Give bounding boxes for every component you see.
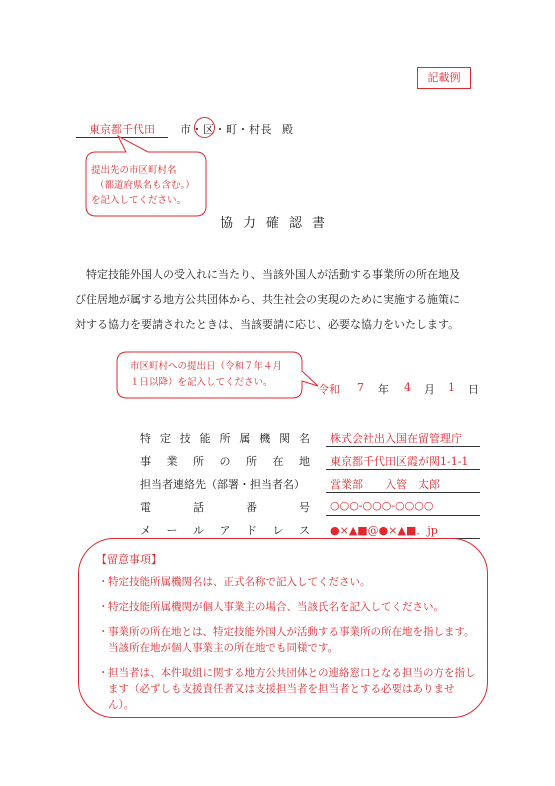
field-contact-person: [140, 476, 480, 498]
list-item: ・ 担当者は、本件取組に関する地方公共団体との連絡窓口となる担当の方を指します（必ずしも支援責任者又は支援担当者を担当者とする必要はありません）。: [98, 667, 476, 711]
date-era: 令和: [318, 383, 340, 396]
date-day: 1: [448, 381, 455, 394]
addressee-honorific: 殿: [282, 123, 293, 136]
field-value: 株式会社出入国在留管理庁: [326, 430, 480, 447]
remarks-title: 【留意事項】: [96, 553, 162, 566]
date-year: 7: [357, 381, 364, 394]
field-value: ●×▲■@●×▲■．jp: [326, 522, 480, 539]
date-month-unit: 月: [424, 383, 435, 396]
example-badge: 記載例: [417, 67, 471, 89]
remarks-list: [98, 574, 478, 722]
document-body: 特定技能外国人の受入れに当たり、当該外国人が活動する事業所の所在地及 び住居地が属する地方公共団体から、共生社会の実現のために実施する施策に 対する協力を要請されたときは、当該要請に応じ、必要な協力をいたします。: [75, 268, 460, 331]
field-value: ○○○-○○○-○○○○: [326, 499, 480, 516]
document-title: 協力確認書: [219, 216, 335, 231]
date-day-unit: 日: [468, 383, 479, 396]
field-label: メ ー ル ア ド レ ス: [140, 524, 310, 537]
field-organization: [140, 430, 480, 452]
list-item: ・ 特定技能所属機関名は、正式名称で記入してください。: [98, 576, 371, 588]
field-office-address: [140, 453, 480, 475]
field-label: 特 定 技 能 所 属 機 関 名: [140, 432, 310, 445]
addressee-callout-text: 提出先の市区町村名 （都道府県名も含む。） を記入してください。: [91, 165, 195, 206]
list-item: ・ 特定技能所属機関が個人事業主の場合、当該氏名を記入してください。: [98, 601, 444, 613]
field-value: 東京都千代田区霞が関1-1-1: [326, 453, 480, 470]
addressee-municipality: 東京都千代田: [89, 123, 155, 136]
date-callout-text: 市区町村への提出日（令和７年４月 １日以降）を記入してください。: [130, 361, 283, 388]
field-label: 電 話 番 号: [140, 501, 310, 514]
field-value: 営業部 入管 太郎: [326, 476, 480, 493]
date-year-unit: 年: [378, 383, 389, 396]
date-month: 4: [404, 381, 411, 394]
municipality-type-options: 市・区・町・村長: [180, 123, 272, 136]
field-label: 事 業 所 の 所 在 地: [140, 455, 310, 468]
field-label: 担当者連絡先（部署・担当者名）: [140, 478, 305, 491]
list-item: ・ 事業所の所在地とは、特定技能外国人が活動する事業所の所在地を指します。当該所在地が個人事業主の所在地でも同様です。: [98, 626, 475, 654]
field-phone: [140, 499, 480, 521]
